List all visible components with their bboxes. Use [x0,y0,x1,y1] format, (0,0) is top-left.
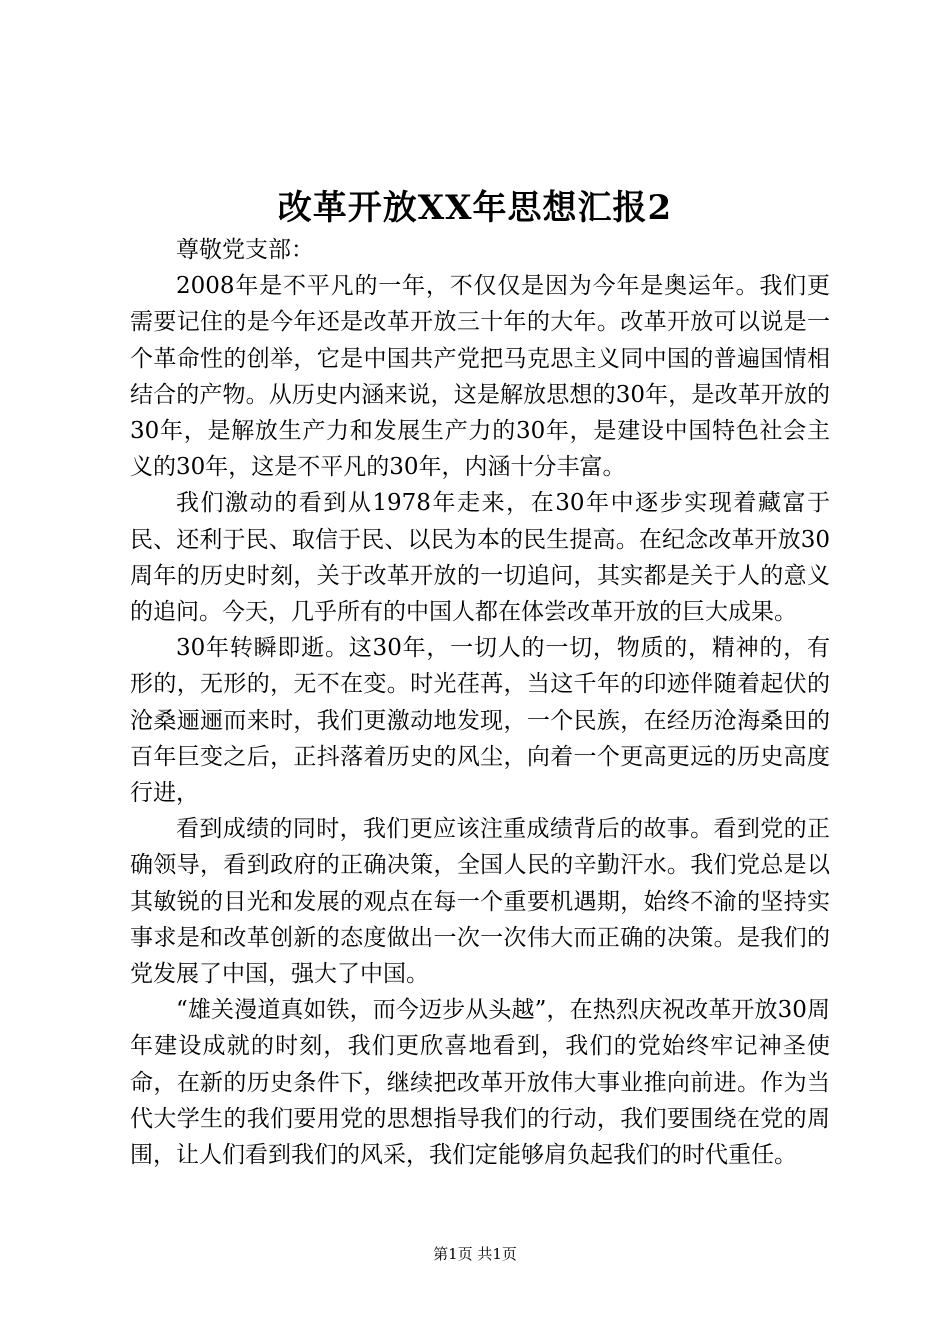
document-title: 改革开放XX年思想汇报2 [277,188,673,228]
document-body [130,232,830,1173]
paragraph-2: 我们激动的看到从1978年走来，在30年中逐步实现着藏富于民、还利于民、取信于民、以民为本的民生提高。在纪念改革开放30周年的历史时刻，关于改革开放的一切追问，其实都是关于人的意义的追问。今天，几乎所有的中国人都在体尝改革开放的巨大成果。 [130,490,830,626]
paragraph-3: 30年转瞬即逝。这30年，一切人的一切，物质的，精神的，有形的，无形的，无不在变。时光荏苒，当这千年的印迹伴随着起伏的沧桑逦逦而来时，我们更激动地发现，一个民族，在经历沧海桑田的百年巨变之后，正抖落着历史的风尘，向着一个更高更远的历史高度行进， [130,635,830,807]
salutation: 尊敬党支部： [176,237,314,263]
paragraph-1: 2008年是不平凡的一年，不仅仅是因为今年是奥运年。我们更需要记住的是今年还是改革开放三十年的大年。改革开放可以说是一个革命性的创举，它是中国共产党把马克思主义同中国的普遍国情相结合的产物。从历史内涵来说，这是解放思想的30年，是改革开放的30年，是解放生产力和发展生产力的30年，是建设中国特色社会主义的30年，这是不平凡的30年，内涵十分丰富。 [130,273,830,481]
paragraph-4: 看到成绩的同时，我们更应该注重成绩背后的故事。看到党的正确领导，看到政府的正确决策，全国人民的辛勤汗水。我们党总是以其敏锐的目光和发展的观点在每一个重要机遇期，始终不渝的坚持实事求是和改革创新的态度做出一次一次伟大而正确的决策。是我们的党发展了中国，强大了中国。 [130,816,830,988]
page-footer: 第1页 共1页 [433,1245,517,1263]
paragraph-5: “雄关漫道真如铁，而今迈步从头越”，在热烈庆祝改革开放30周年建设成就的时刻，我们更欣喜地看到，我们的党始终牢记神圣使命，在新的历史条件下，继续把改革开放伟大事业推向前进。作为当代大学生的我们要用党的思想指导我们的行动，我们要围绕在党的周围，让人们看到我们的风采，我们定能够肩负起我们的时代重任。 [130,997,830,1169]
